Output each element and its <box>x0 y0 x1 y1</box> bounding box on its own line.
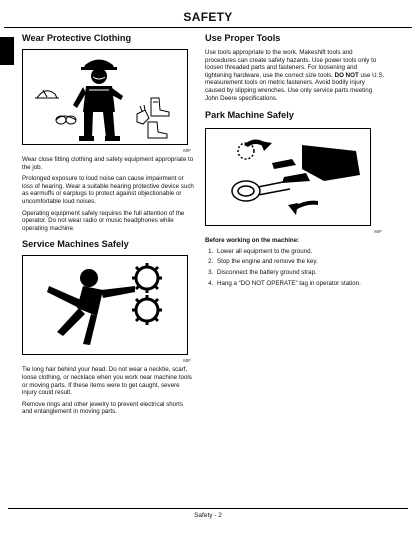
paragraph: Operating equipment safely requires the full attention of the operator. Do not wear radio or music headphones while operating machine. <box>22 209 185 232</box>
paragraph-use-proper-tools <box>205 49 385 102</box>
paragraph: Tie long hair behind your head. Do not wear a necktie, scarf, loose clothing, or necklace when you work near machine tools or moving parts. If these items were to get caught, severe injury could result. <box>22 366 192 397</box>
title-rule <box>4 27 412 28</box>
page-title: SAFETY <box>183 10 233 24</box>
figure-id-label: MIF <box>183 358 191 364</box>
page-footer: Safety - 2 <box>194 512 222 519</box>
figure-protective-clothing <box>22 49 188 145</box>
paragraph: Prolonged exposure to loud noise can cause impairment or loss of hearing. Wear a suitable hearing protective device such as earmuffs or earplugs to protect against objectionable or uncomfortable loud noises. <box>22 175 194 205</box>
tools-text-emphasis: DO NOT <box>334 71 359 79</box>
right-column <box>205 33 385 290</box>
tools-text-part: use U.S. measurement tools on metric fasteners. Avoid bodily injury caused by slipping wrenches. Use only service parts meeting John Deere specifications. <box>205 71 385 102</box>
list-item: 2. Stop the engine and remove the key. <box>215 258 385 266</box>
figure-service-machine-wrap <box>22 255 194 364</box>
service-machine-illustration <box>23 256 187 354</box>
park-machine-illustration <box>206 129 370 225</box>
park-steps-list <box>205 248 385 287</box>
list-item: 1. Lower all equipment to the ground. <box>215 248 385 256</box>
footer-rule <box>8 508 408 509</box>
figure-id-label: MIF <box>183 148 191 153</box>
heading-park-machine-safely: Park Machine Safely <box>205 110 294 121</box>
left-column <box>22 33 194 420</box>
section-tab-marker <box>0 37 14 65</box>
list-item: 4. Hang a “DO NOT OPERATE” tag in operator station. <box>215 280 385 288</box>
figure-park-machine-wrap <box>205 128 385 235</box>
before-working-label: Before working on the machine: <box>205 237 300 245</box>
heading-wear-protective-clothing: Wear Protective Clothing <box>22 33 132 43</box>
figure-service-machine <box>22 255 188 355</box>
paragraph: Wear close fitting clothing and safety equipment appropriate to the job. <box>22 156 194 171</box>
protective-clothing-illustration <box>23 50 187 144</box>
figure-id-label: MIF <box>374 229 382 235</box>
tools-text-part: Use tools appropriate to the work. Makeshift tools and procedures can create safety hazards. Use power tools only to loosen threaded parts and fasteners. For loosening and tightening hardware, use the correct size tools. <box>205 49 377 79</box>
list-item: 3. Disconnect the battery ground strap. <box>215 269 385 277</box>
heading-service-machines-safely: Service Machines Safely <box>22 239 129 250</box>
paragraph: Remove rings and other jewelry to prevent electrical shorts and entanglement in moving parts. <box>22 400 183 416</box>
heading-use-proper-tools: Use Proper Tools <box>205 33 281 43</box>
figure-park-machine <box>205 128 371 226</box>
figure-protective-clothing-wrap <box>22 49 194 153</box>
